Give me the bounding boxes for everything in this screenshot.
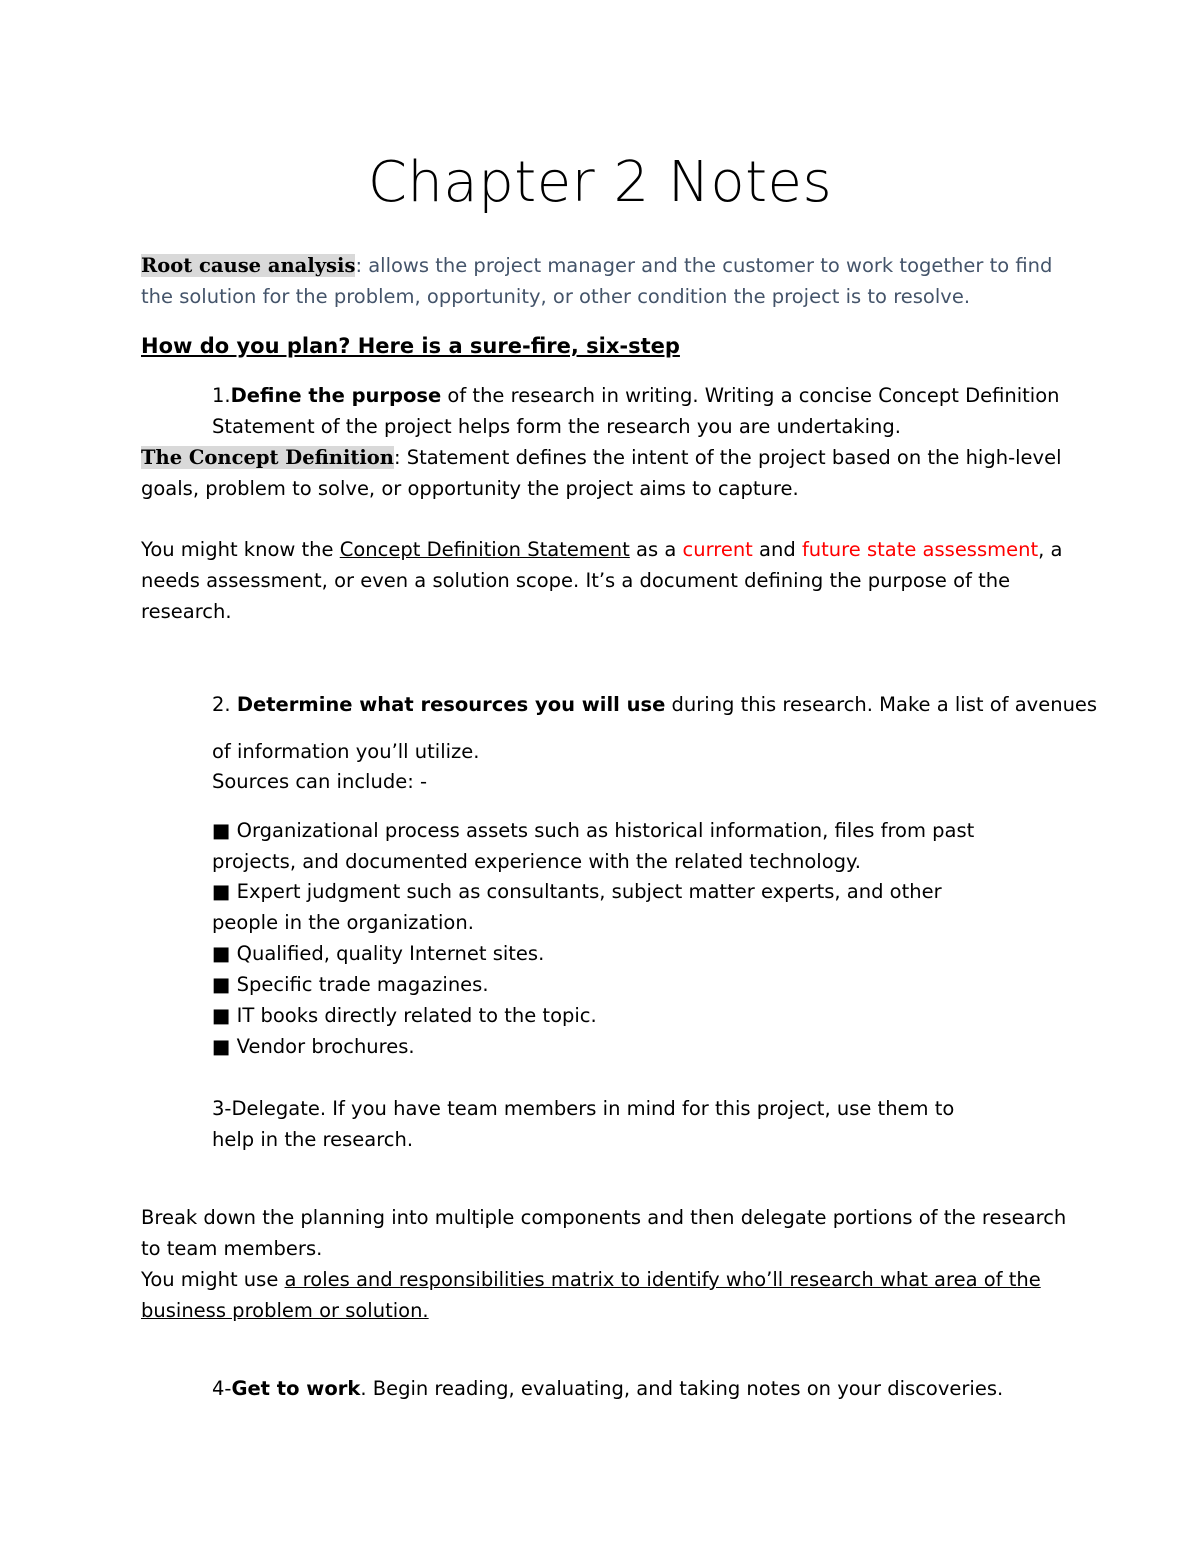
concept-definition-statement-link: Concept Definition Statement <box>339 538 630 561</box>
future-state-red-text: future state assessment <box>801 538 1039 561</box>
root-cause-line-2: the solution for the problem, opportunity, or other condition the project is to resolve. <box>141 285 971 308</box>
might-know-line-3: research. <box>141 600 232 623</box>
current-red-text: current <box>682 538 753 561</box>
step-2-line-2: of information you’ll utilize. <box>212 740 480 763</box>
root-cause-definition: allows the project manager and the customer to work together to find <box>362 254 1053 277</box>
source-item: ■ Organizational process assets such as historical information, files from past <box>212 819 975 842</box>
page-title: Chapter 2 Notes <box>367 150 833 215</box>
might-know-line-1: You might know the Concept Definition Statement as a current and future state assessment, a <box>141 538 1063 561</box>
step-3-line-1: 3-Delegate. If you have team members in mind for this project, use them to <box>212 1097 955 1120</box>
step-2-bold: Determine what resources you will use <box>236 693 666 716</box>
root-cause-line-1: Root cause analysis: allows the project manager and the customer to work together to find <box>141 254 1053 277</box>
step-2-line-3: Sources can include: - <box>212 770 428 793</box>
section-heading: How do you plan? Here is a sure-fire, six-step <box>141 334 680 358</box>
concept-definition-term: The Concept Definition <box>141 446 394 469</box>
source-item: ■ Specific trade magazines. <box>212 973 489 996</box>
might-know-line-2: needs assessment, or even a solution scope. It’s a document defining the purpose of the <box>141 569 1011 592</box>
breakdown-line-1: Break down the planning into multiple components and then delegate portions of the research <box>141 1206 1067 1229</box>
step-4-line: 4-Get to work. Begin reading, evaluating, and taking notes on your discoveries. <box>212 1377 1004 1400</box>
breakdown-line-3: You might use a roles and responsibilities matrix to identify who’ll research what area of the <box>141 1268 1041 1291</box>
source-item: ■ IT books directly related to the topic. <box>212 1004 597 1027</box>
step-3-line-2: help in the research. <box>212 1128 414 1151</box>
step-1-line-2: Statement of the project helps form the research you are undertaking. <box>212 415 901 438</box>
breakdown-line-4: business problem or solution. <box>141 1299 429 1322</box>
source-item: ■ Qualified, quality Internet sites. <box>212 942 545 965</box>
step-2-line-1: 2. Determine what resources you will use during this research. Make a list of avenues <box>212 693 1098 716</box>
step-4-bold: Get to work <box>231 1377 361 1400</box>
source-item: ■ Expert judgment such as consultants, subject matter experts, and other <box>212 880 942 903</box>
concept-definition-line-1: The Concept Definition: Statement defines the intent of the project based on the high-level <box>141 446 1062 469</box>
step-1-bold: Define the purpose <box>230 384 442 407</box>
breakdown-line-2: to team members. <box>141 1237 323 1260</box>
source-item-continuation: projects, and documented experience with the related technology. <box>212 850 861 873</box>
root-cause-term: Root cause analysis <box>141 254 356 277</box>
step-1-line-1: 1.Define the purpose of the research in writing. Writing a concise Concept Definition <box>212 384 1060 407</box>
source-item: ■ Vendor brochures. <box>212 1035 415 1058</box>
source-item-continuation: people in the organization. <box>212 911 474 934</box>
roles-matrix-underlined: a roles and responsibilities matrix to identify who’ll research what area of the <box>284 1268 1041 1291</box>
concept-definition-line-2: goals, problem to solve, or opportunity the project aims to capture. <box>141 477 799 500</box>
